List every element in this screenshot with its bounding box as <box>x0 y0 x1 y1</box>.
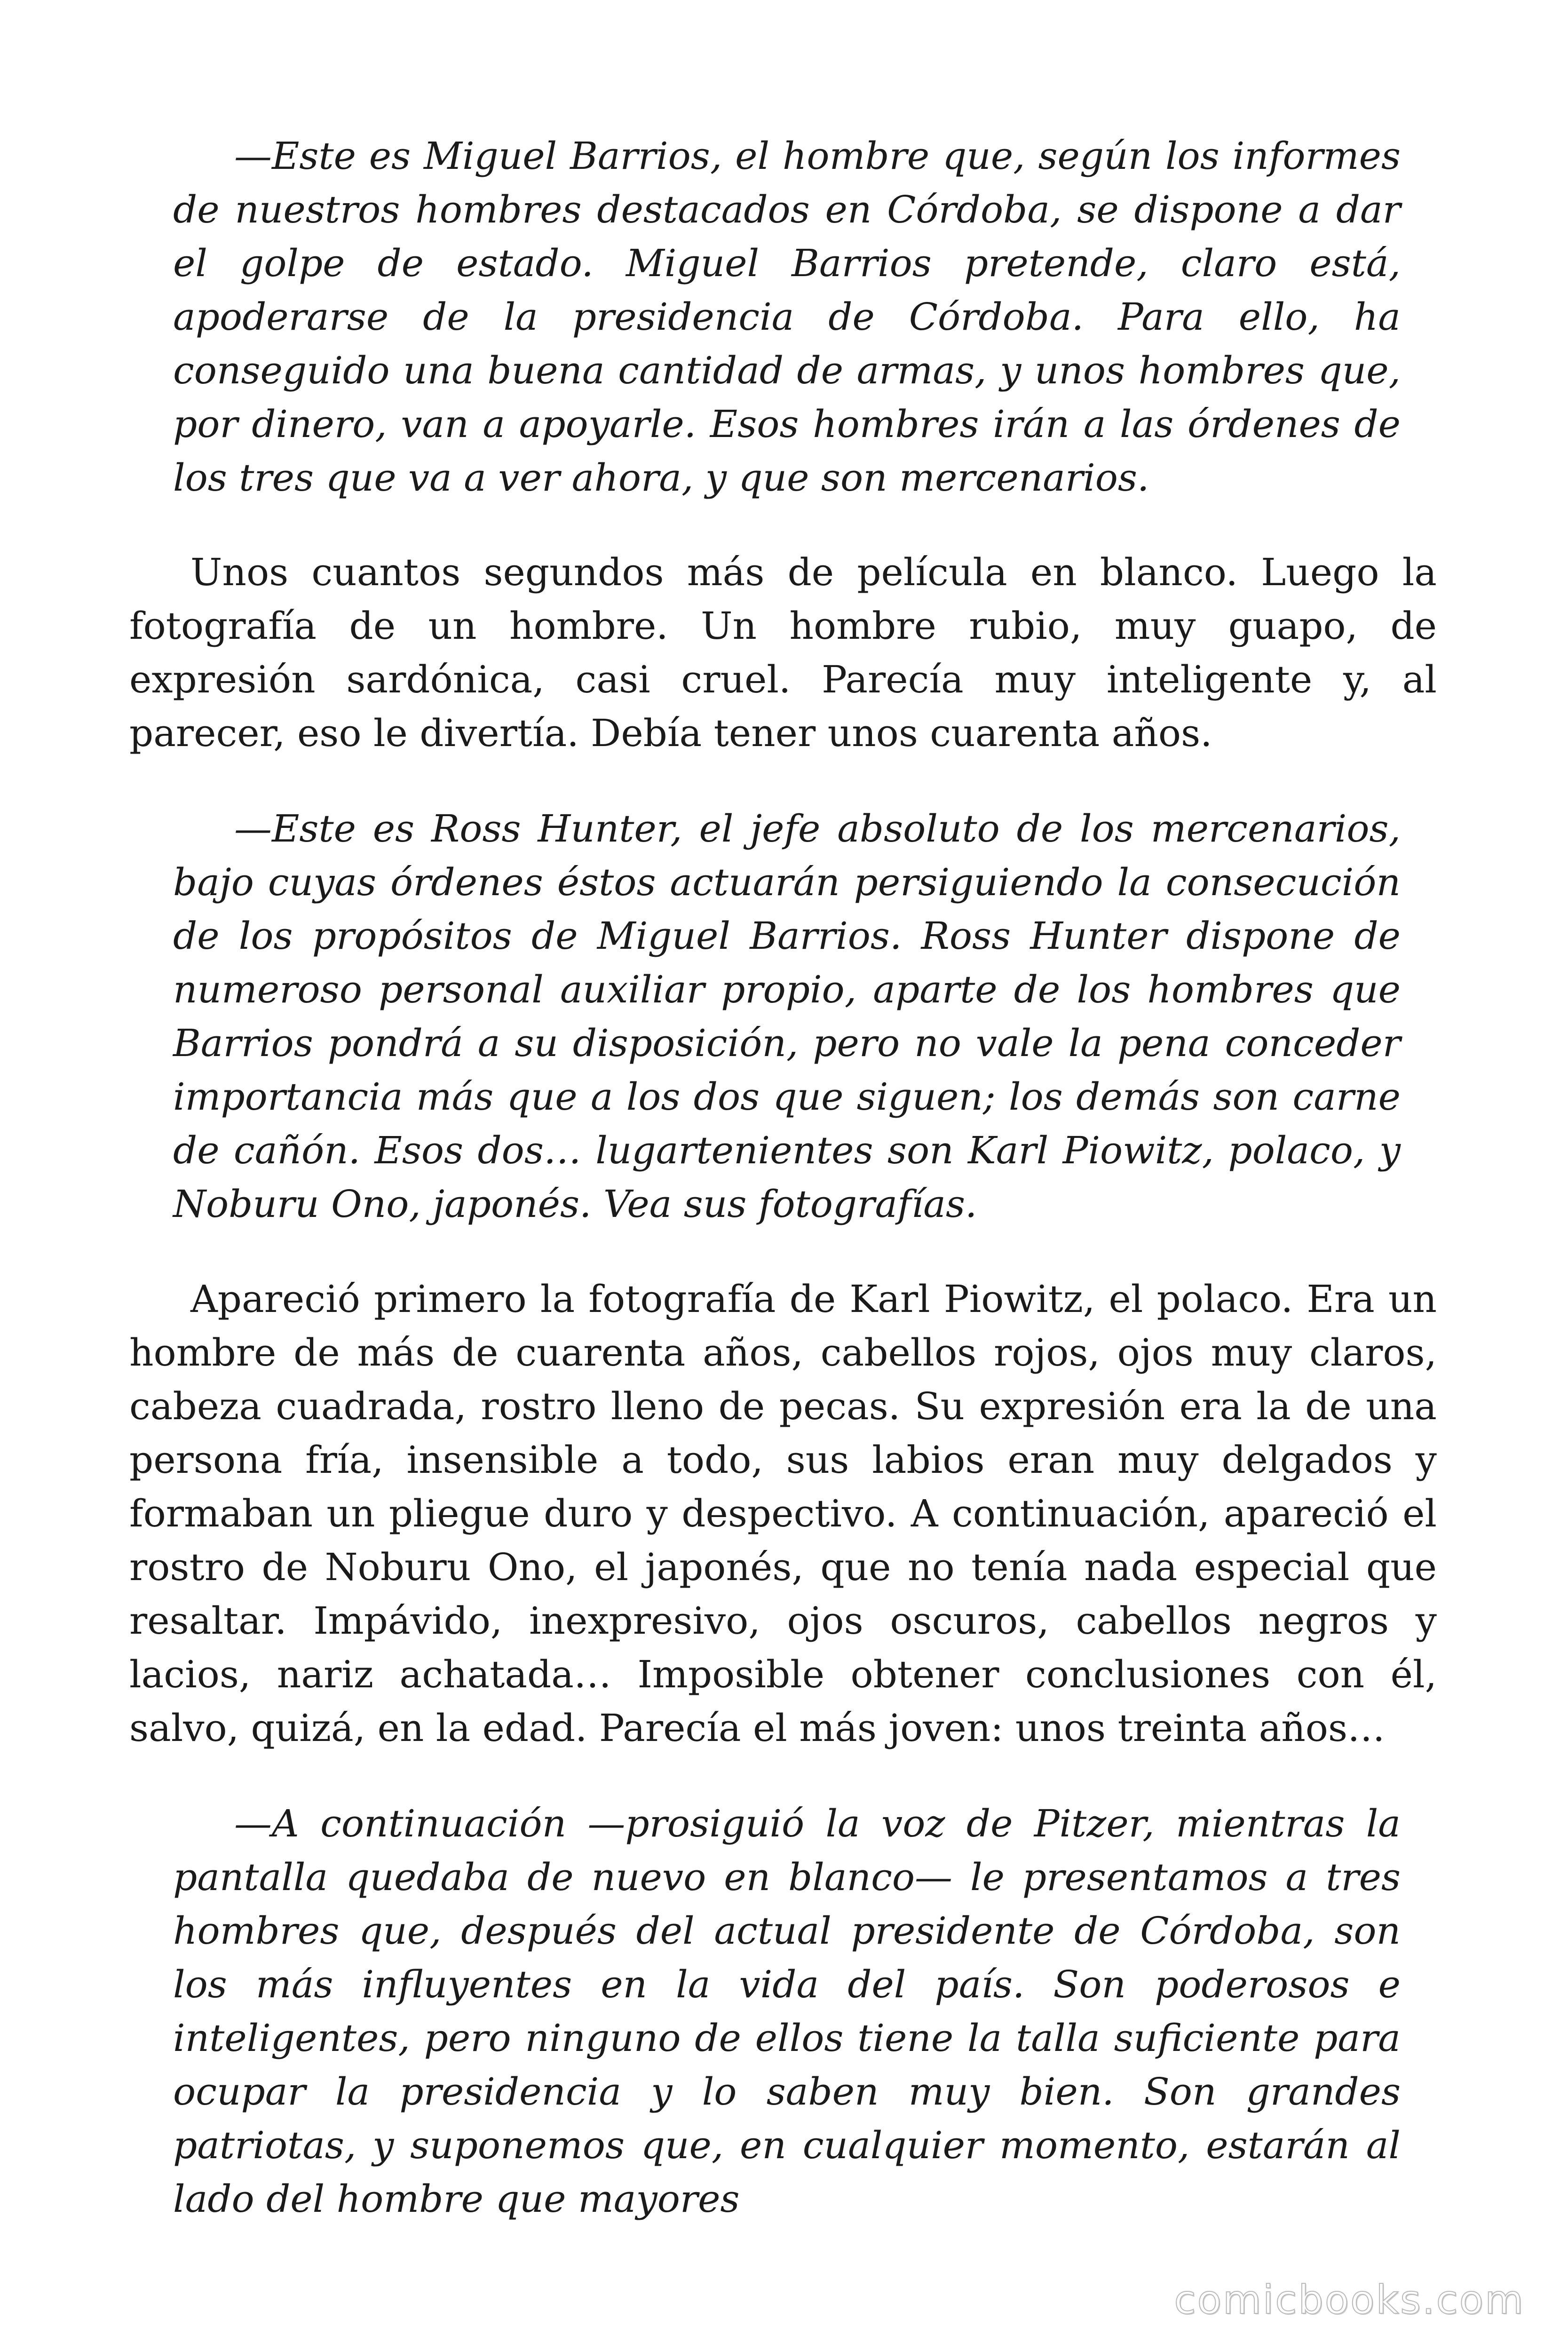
italic-paragraph-1: —Este es Miguel Barrios, el hombre que, según los informes de nuestros hombres destacados en Córdoba, se dispone a dar el golpe de estado. Miguel Barrios pretende, claro está, apoderarse de la presidencia de Córdoba. Para ello, ha conseguido una buena cantidad de armas, y unos hombres que, por dinero, van a apoyarle. Esos hombres irán a las órdenes de los tres que va a ver ahora, y que son mercenarios. <box>173 134 1401 500</box>
narrative-paragraph-4: Apareció primero la fotografía de Karl Piowitz, el polaco. Era un hombre de más de cuarenta años, cabellos rojos, ojos muy claros, cabeza cuadrada, rostro lleno de pecas. Su expresión era la de una persona fría, insensible a todo, sus labios eran muy delgados y formaban un pliegue duro y despectivo. A continuación, apareció el rostro de Noburu Ono, el japonés, que no tenía nada especial que resaltar. Impávido, inexpresivo, ojos oscuros, cabellos negros y lacios, nariz achatada… Imposible obtener conclusiones con él, salvo, quizá, en la edad. Parecía el más joven: unos treinta años… <box>129 1277 1437 1750</box>
site-watermark: comicbooks.com <box>1174 2277 1525 2323</box>
italic-paragraph-5: —A continuación —prosiguió la voz de Pitzer, mientras la pantalla quedaba de nuevo en blanco— le presentamos a tres hombres que, después del actual presidente de Córdoba, son los más influyentes en la vida del país. Son poderosos e inteligentes, pero ninguno de ellos tiene la talla suficiente para ocupar la presidencia y lo saben muy bien. Son grandes patriotas, y suponemos que, en cualquier momento, estarán al lado del hombre que mayores <box>173 1802 1401 2221</box>
narrative-paragraph-2: Unos cuantos segundos más de película en blanco. Luego la fotografía de un hombre. Un hombre rubio, muy guapo, de expresión sardónica, casi cruel. Parecía muy inteligente y, al parecer, eso le divertía. Debía tener unos cuarenta años. <box>129 550 1437 755</box>
italic-paragraph-3: —Este es Ross Hunter, el jefe absoluto de los mercenarios, bajo cuyas órdenes éstos actuarán persiguiendo la consecución de los propósitos de Miguel Barrios. Ross Hunter dispone de numeroso personal auxiliar propio, aparte de los hombres que Barrios pondrá a su disposición, pero no vale la pena conceder importancia más que a los dos que siguen; los demás son carne de cañón. Esos dos… lugartenientes son Karl Piowitz, polaco, y Noburu Ono, japonés. Vea sus fotografías. <box>173 807 1401 1226</box>
